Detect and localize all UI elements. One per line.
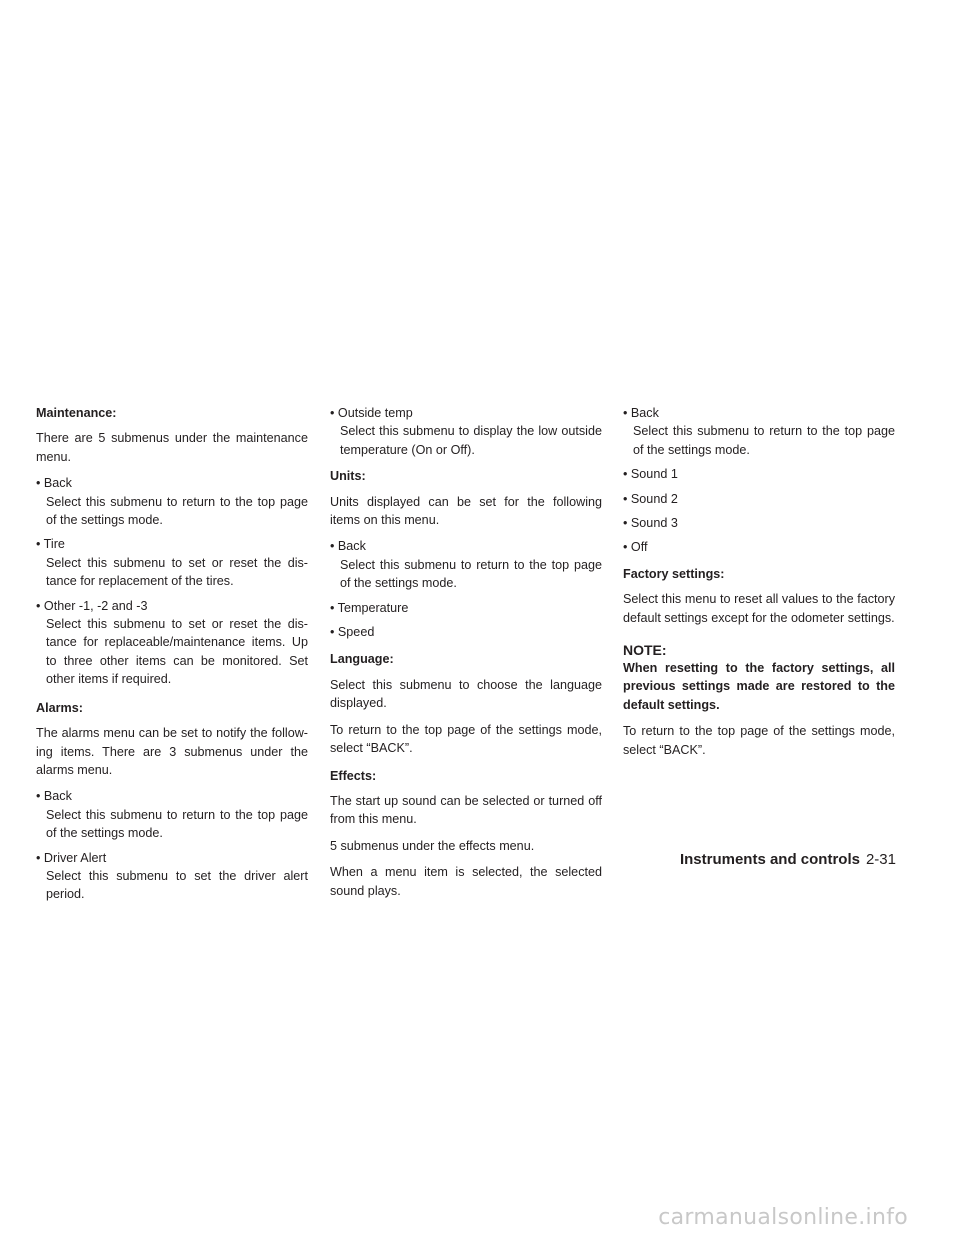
units-heading: Units: <box>330 469 366 484</box>
list-item: • Temperature <box>330 600 409 615</box>
list-item: • Sound 1 <box>623 467 678 482</box>
list-item: • Sound 3 <box>623 516 678 531</box>
language-heading: Language: <box>330 652 394 667</box>
column-1 <box>36 404 308 910</box>
list-item <box>36 597 308 689</box>
list-item <box>36 535 308 590</box>
effects-heading: Effects: <box>330 768 377 783</box>
alarms-intro: The alarms menu can be set to notify the follow-ing items. There are 3 submenus under the alarms menu. <box>36 726 308 777</box>
effects-paragraph: When a menu item is selected, the selected sound plays. <box>330 865 602 898</box>
list-item <box>330 404 602 459</box>
item-label: • Back <box>36 476 72 491</box>
page-footer <box>680 851 896 868</box>
column-3 <box>623 404 895 767</box>
note-body: When resetting to the factory settings, all previous settings made are restored to the default settings. <box>623 661 895 712</box>
item-label: • Back <box>36 789 72 804</box>
item-label: • Other -1, -2 and -3 <box>36 598 148 613</box>
language-paragraph: Select this submenu to choose the language displayed. <box>330 677 602 711</box>
item-label: • Outside temp <box>330 406 413 420</box>
list-item <box>36 787 308 842</box>
page-number: 2-31 <box>865 851 896 868</box>
item-description: Select this submenu to return to the top page of the settings mode. <box>633 424 895 457</box>
maintenance-intro: There are 5 submenus under the maintenance menu. <box>36 431 308 464</box>
alarms-heading: Alarms: <box>36 700 83 715</box>
factory-settings-heading: Factory settings: <box>623 566 725 581</box>
list-item <box>36 849 308 904</box>
effects-paragraph: The start up sound can be selected or turned off from this menu. <box>330 793 602 827</box>
factory-paragraph: To return to the top page of the settings mode, select “BACK”. <box>623 724 895 757</box>
factory-paragraph: Select this menu to reset all values to the factory default settings except for the odometer settings. <box>623 592 895 625</box>
column-2 <box>330 404 602 908</box>
item-label: • Back <box>330 539 366 554</box>
language-paragraph: To return to the top page of the settings mode, select “BACK”. <box>330 722 602 756</box>
item-label: • Back <box>623 406 659 420</box>
list-item: • Off <box>623 540 648 555</box>
maintenance-heading: Maintenance: <box>36 406 117 420</box>
item-description: Select this submenu to set or reset the dis-tance for replacement of the tires. <box>46 555 308 589</box>
item-label: • Driver Alert <box>36 850 107 865</box>
list-item: • Sound 2 <box>623 491 678 506</box>
list-item: • Speed <box>330 625 375 640</box>
watermark: carmanualsonline.info <box>658 1205 908 1230</box>
item-label: • Tire <box>36 537 65 552</box>
list-item <box>36 474 308 529</box>
item-description: Select this submenu to return to the top page of the settings mode. <box>46 807 308 841</box>
effects-paragraph: 5 submenus under the effects menu. <box>330 838 535 853</box>
section-title: Instruments and controls <box>679 851 860 868</box>
note-title: NOTE: <box>623 642 667 659</box>
item-description: Select this submenu to return to the top page of the settings mode. <box>340 557 602 591</box>
item-description: Select this submenu to return to the top page of the settings mode. <box>46 494 308 528</box>
item-description: Select this submenu to display the low outside temperature (On or Off). <box>340 424 602 457</box>
list-item <box>623 404 895 459</box>
item-description: Select this submenu to set the driver alert period. <box>46 868 308 902</box>
item-description: Select this submenu to set or reset the dis-tance for replaceable/maintenance items. Up to three other items can be monitored. Set other items if required. <box>46 617 308 687</box>
units-intro: Units displayed can be set for the following items on this menu. <box>330 494 602 528</box>
list-item <box>330 537 602 592</box>
